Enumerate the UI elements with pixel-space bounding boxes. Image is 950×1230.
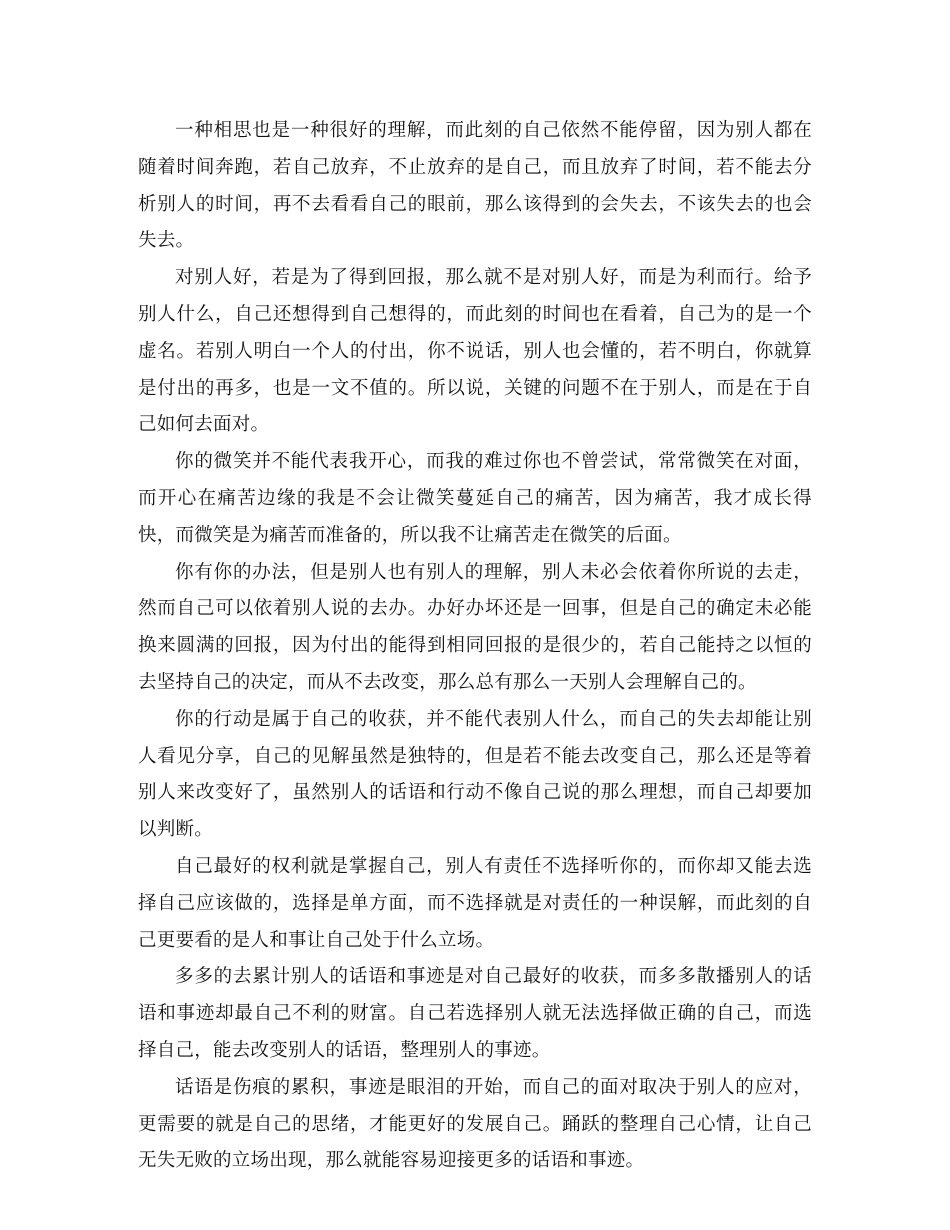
document-body: [138, 113, 812, 1180]
paragraph: 一种相思也是一种很好的理解，而此刻的自己依然不能停留，因为别人都在随着时间奔跑，若自己放弃，不止放弃的是自己，而且放弃了时间，若不能去分析别人的时间，再不去看看自己的眼前，那么该得到的会失去，不该失去的也会失去。: [138, 120, 812, 252]
paragraph: 你的微笑并不能代表我开心，而我的难过你也不曾尝试，常常微笑在对面，而开心在痛苦边缘的我是不会让微笑蔓延自己的痛苦，因为痛苦，我才成长得快，而微笑是为痛苦而准备的，所以我不让痛苦走在微笑的后面。: [138, 451, 812, 546]
paragraph: 你有你的办法，但是别人也有别人的理解，别人未必会依着你所说的去走，然而自己可以依着别人说的去办。办好办坏还是一回事，但是自己的确定未必能换来圆满的回报，因为付出的能得到相同回报的是很少的，若自己能持之以恒的去坚持自己的决定，而从不去改变，那么总有那么一天别人会理解自己的。: [138, 561, 812, 693]
paragraph: 自己最好的权利就是掌握自己，别人有责任不选择听你的，而你却又能去选择自己应该做的，选择是单方面，而不选择就是对责任的一种误解，而此刻的自己更要看的是人和事让自己处于什么立场。: [138, 855, 812, 951]
paragraph: 你的行动是属于自己的收获，并不能代表别人什么，而自己的失去却能让别人看见分享，自己的见解虽然是独特的，但是若不能去改变自己，那么还是等着别人来改变好了，虽然别人的话语和行动不像自己说的那么理想，而自己却要加以判断。: [138, 708, 812, 841]
paragraph: 话语是伤痕的累积，事迹是眼泪的开始，而自己的面对取决于别人的应对，更需要的就是自己的思绪，才能更好的发展自己。踊跃的整理自己心情，让自己无失无败的立场出现，那么就能容易迎接更多的话语和事迹。: [138, 1076, 812, 1172]
paragraph: 对别人好，若是为了得到回报，那么就不是对别人好，而是为利而行。给予别人什么，自己还想得到自己想得的，而此刻的时间也在看着，自己为的是一个虚名。若别人明白一个人的付出，你不说话，别人也会懂的，若不明白，你就算是付出的再多，也是一文不值的。所以说，关键的问题不在于别人，而是在于自己如何去面对。: [138, 267, 812, 436]
paragraph: 多多的去累计别人的话语和事迹是对自己最好的收获，而多多散播别人的话语和事迹却最自己不利的财富。自己若选择别人就无法选择做正确的自己，而选择自己，能去改变别人的话语，整理别人的事迹。: [138, 966, 812, 1061]
